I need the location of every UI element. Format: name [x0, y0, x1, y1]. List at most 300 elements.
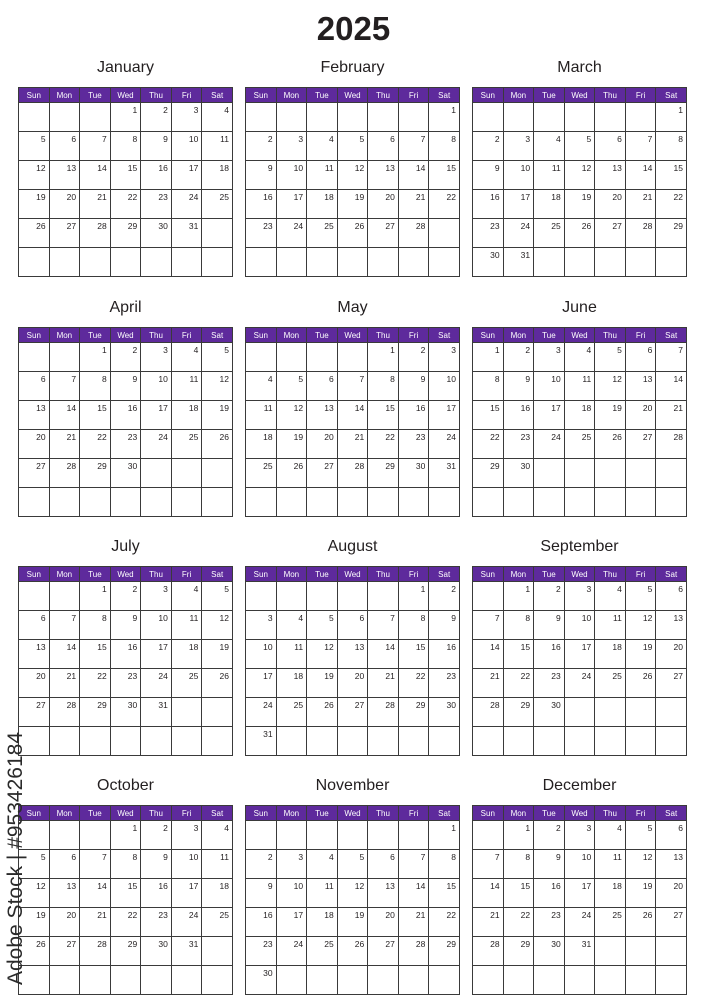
day-cell: 7	[625, 132, 656, 161]
weekday-header: Sat	[656, 328, 687, 343]
day-cell: 11	[307, 161, 338, 190]
day-cell: 30	[503, 459, 534, 488]
day-cell	[368, 821, 399, 850]
day-cell: 17	[564, 879, 595, 908]
month-table	[472, 566, 687, 756]
day-cell: 21	[473, 908, 504, 937]
day-cell: 23	[503, 430, 534, 459]
weekday-header: Wed	[337, 806, 368, 821]
day-cell	[307, 727, 338, 756]
week-row	[473, 248, 687, 277]
day-cell: 31	[246, 727, 277, 756]
day-cell: 12	[337, 161, 368, 190]
day-cell: 4	[246, 372, 277, 401]
day-cell: 11	[246, 401, 277, 430]
day-cell: 12	[19, 161, 50, 190]
day-cell	[398, 727, 429, 756]
day-cell	[625, 459, 656, 488]
day-cell: 9	[110, 372, 141, 401]
day-cell: 17	[141, 640, 172, 669]
weekday-header: Thu	[141, 88, 172, 103]
day-cell: 28	[398, 937, 429, 966]
day-cell: 9	[534, 611, 565, 640]
day-cell: 29	[656, 219, 687, 248]
week-row	[246, 582, 460, 611]
day-cell: 25	[171, 669, 202, 698]
day-cell: 3	[429, 343, 460, 372]
day-cell: 31	[503, 248, 534, 277]
day-cell: 15	[398, 640, 429, 669]
week-row	[246, 611, 460, 640]
day-cell	[80, 488, 111, 517]
day-cell	[429, 727, 460, 756]
day-cell: 23	[141, 190, 172, 219]
weekday-header: Mon	[503, 328, 534, 343]
day-cell: 27	[307, 459, 338, 488]
weekday-header: Tue	[80, 88, 111, 103]
day-cell: 5	[337, 850, 368, 879]
day-cell: 2	[534, 821, 565, 850]
day-cell: 31	[171, 219, 202, 248]
day-cell: 15	[368, 401, 399, 430]
week-row	[246, 640, 460, 669]
day-cell: 6	[656, 821, 687, 850]
day-cell: 19	[337, 908, 368, 937]
day-cell: 11	[202, 850, 233, 879]
day-cell: 14	[337, 401, 368, 430]
week-row	[473, 372, 687, 401]
weekday-header: Sun	[473, 806, 504, 821]
day-cell: 9	[141, 132, 172, 161]
day-cell: 18	[307, 190, 338, 219]
day-cell	[110, 488, 141, 517]
day-cell	[171, 727, 202, 756]
day-cell: 24	[276, 219, 307, 248]
day-cell: 1	[110, 103, 141, 132]
day-cell: 8	[110, 850, 141, 879]
day-cell: 5	[625, 582, 656, 611]
day-cell	[19, 248, 50, 277]
weekday-header: Fri	[171, 328, 202, 343]
day-cell: 1	[398, 582, 429, 611]
week-row	[19, 488, 233, 517]
day-cell	[19, 103, 50, 132]
week-row	[19, 821, 233, 850]
weekday-header: Thu	[368, 567, 399, 582]
week-row	[246, 879, 460, 908]
day-cell	[307, 821, 338, 850]
day-cell: 15	[503, 879, 534, 908]
weekday-header: Thu	[141, 567, 172, 582]
day-cell: 11	[276, 640, 307, 669]
day-cell: 7	[49, 372, 80, 401]
day-cell: 16	[141, 879, 172, 908]
day-cell	[398, 488, 429, 517]
day-cell: 16	[110, 640, 141, 669]
day-cell: 4	[564, 343, 595, 372]
day-cell: 22	[429, 190, 460, 219]
day-cell: 29	[503, 937, 534, 966]
day-cell	[625, 727, 656, 756]
day-cell	[307, 343, 338, 372]
day-cell	[368, 248, 399, 277]
month-title: July	[111, 538, 140, 555]
day-cell: 31	[171, 937, 202, 966]
day-cell	[473, 488, 504, 517]
watermark: Adobe Stock | #953426184	[4, 732, 27, 985]
day-cell: 2	[429, 582, 460, 611]
day-cell: 21	[49, 669, 80, 698]
day-cell	[141, 459, 172, 488]
day-cell	[534, 248, 565, 277]
weekday-header: Thu	[595, 88, 626, 103]
day-cell: 23	[398, 430, 429, 459]
day-cell	[656, 937, 687, 966]
day-cell: 27	[656, 908, 687, 937]
day-cell: 29	[398, 698, 429, 727]
day-cell	[337, 727, 368, 756]
day-cell: 2	[398, 343, 429, 372]
weekday-header: Fri	[625, 806, 656, 821]
week-row	[19, 937, 233, 966]
day-cell: 3	[564, 582, 595, 611]
day-cell	[202, 698, 233, 727]
day-cell: 26	[625, 908, 656, 937]
day-cell	[276, 488, 307, 517]
week-row	[473, 430, 687, 459]
week-row	[246, 103, 460, 132]
weekday-header: Thu	[595, 328, 626, 343]
day-cell: 26	[19, 937, 50, 966]
weekday-header: Fri	[398, 567, 429, 582]
weekday-header: Sat	[202, 88, 233, 103]
day-cell: 24	[246, 698, 277, 727]
day-cell: 23	[246, 937, 277, 966]
day-cell	[503, 103, 534, 132]
day-cell: 12	[202, 372, 233, 401]
day-cell: 14	[49, 401, 80, 430]
week-row	[473, 219, 687, 248]
weekday-header: Sat	[429, 88, 460, 103]
weekday-header: Sat	[656, 806, 687, 821]
day-cell: 2	[473, 132, 504, 161]
day-cell: 4	[534, 132, 565, 161]
day-cell: 17	[503, 190, 534, 219]
day-cell	[625, 103, 656, 132]
day-cell: 8	[429, 850, 460, 879]
day-cell: 2	[503, 343, 534, 372]
week-row	[246, 669, 460, 698]
month-may	[245, 298, 460, 517]
week-row	[473, 161, 687, 190]
day-cell: 30	[246, 966, 277, 995]
day-cell	[473, 966, 504, 995]
day-cell: 12	[595, 372, 626, 401]
day-cell	[534, 727, 565, 756]
day-cell: 15	[429, 161, 460, 190]
day-cell: 29	[368, 459, 399, 488]
day-cell: 8	[398, 611, 429, 640]
month-table	[18, 566, 233, 756]
day-cell	[368, 103, 399, 132]
month-table	[472, 87, 687, 277]
day-cell: 23	[534, 908, 565, 937]
month-table	[245, 87, 460, 277]
day-cell: 21	[80, 190, 111, 219]
day-cell: 27	[368, 937, 399, 966]
weekday-header: Tue	[80, 567, 111, 582]
day-cell: 25	[307, 219, 338, 248]
day-cell	[276, 821, 307, 850]
day-cell: 20	[656, 640, 687, 669]
day-cell: 24	[564, 669, 595, 698]
day-cell	[473, 727, 504, 756]
day-cell: 20	[337, 669, 368, 698]
week-row	[473, 401, 687, 430]
day-cell: 2	[246, 850, 277, 879]
day-cell: 28	[80, 219, 111, 248]
day-cell: 21	[473, 669, 504, 698]
day-cell: 31	[564, 937, 595, 966]
day-cell	[307, 966, 338, 995]
day-cell: 26	[19, 219, 50, 248]
day-cell	[564, 459, 595, 488]
day-cell: 30	[110, 459, 141, 488]
weekday-header: Fri	[398, 806, 429, 821]
day-cell: 9	[110, 611, 141, 640]
day-cell: 2	[110, 343, 141, 372]
day-cell: 17	[171, 161, 202, 190]
day-cell: 1	[368, 343, 399, 372]
day-cell: 5	[276, 372, 307, 401]
weekday-header: Thu	[368, 806, 399, 821]
day-cell: 4	[171, 343, 202, 372]
day-cell: 14	[473, 640, 504, 669]
day-cell: 30	[141, 219, 172, 248]
day-cell	[337, 248, 368, 277]
weekday-header: Wed	[110, 328, 141, 343]
day-cell: 24	[276, 937, 307, 966]
day-cell: 6	[337, 611, 368, 640]
day-cell	[49, 248, 80, 277]
day-cell: 18	[202, 879, 233, 908]
day-cell	[276, 248, 307, 277]
day-cell: 17	[534, 401, 565, 430]
month-table	[472, 805, 687, 995]
day-cell: 2	[141, 103, 172, 132]
week-row	[473, 669, 687, 698]
day-cell: 15	[110, 879, 141, 908]
week-row	[19, 219, 233, 248]
weekday-header: Wed	[337, 328, 368, 343]
day-cell	[19, 343, 50, 372]
day-cell	[656, 488, 687, 517]
day-cell: 19	[625, 640, 656, 669]
day-cell	[110, 248, 141, 277]
day-cell	[564, 698, 595, 727]
month-february	[245, 58, 460, 277]
day-cell: 25	[276, 698, 307, 727]
day-cell: 12	[202, 611, 233, 640]
day-cell: 8	[429, 132, 460, 161]
day-cell	[564, 488, 595, 517]
day-cell: 10	[429, 372, 460, 401]
day-cell	[246, 821, 277, 850]
day-cell: 20	[49, 908, 80, 937]
week-row	[19, 248, 233, 277]
day-cell: 26	[337, 937, 368, 966]
day-cell	[171, 248, 202, 277]
weekday-header: Mon	[49, 567, 80, 582]
week-row	[19, 966, 233, 995]
day-cell	[564, 727, 595, 756]
day-cell: 22	[110, 190, 141, 219]
weekday-header: Fri	[171, 88, 202, 103]
day-cell: 24	[534, 430, 565, 459]
month-title: December	[542, 777, 617, 794]
weekday-header: Fri	[171, 806, 202, 821]
day-cell: 1	[429, 103, 460, 132]
month-title: August	[327, 538, 378, 555]
week-row	[473, 582, 687, 611]
day-cell: 24	[171, 908, 202, 937]
day-cell	[202, 937, 233, 966]
month-december	[472, 776, 687, 995]
weekday-header: Sat	[202, 328, 233, 343]
weekday-header: Mon	[49, 328, 80, 343]
day-cell: 15	[80, 640, 111, 669]
day-cell	[202, 727, 233, 756]
day-cell	[473, 821, 504, 850]
week-row	[246, 372, 460, 401]
week-row	[19, 640, 233, 669]
day-cell: 22	[503, 669, 534, 698]
day-cell: 26	[202, 669, 233, 698]
day-cell: 8	[473, 372, 504, 401]
day-cell: 27	[656, 669, 687, 698]
day-cell: 22	[368, 430, 399, 459]
day-cell	[534, 103, 565, 132]
day-cell: 21	[656, 401, 687, 430]
weekday-header: Fri	[625, 567, 656, 582]
weekday-header: Sat	[656, 88, 687, 103]
day-cell	[307, 103, 338, 132]
day-cell	[564, 966, 595, 995]
day-cell: 1	[110, 821, 141, 850]
day-cell	[656, 248, 687, 277]
day-cell	[202, 248, 233, 277]
day-cell	[534, 488, 565, 517]
day-cell	[307, 248, 338, 277]
week-row	[246, 908, 460, 937]
day-cell: 5	[202, 343, 233, 372]
day-cell	[110, 727, 141, 756]
week-row	[246, 219, 460, 248]
day-cell: 18	[595, 879, 626, 908]
day-cell	[246, 103, 277, 132]
day-cell: 3	[564, 821, 595, 850]
day-cell: 28	[337, 459, 368, 488]
day-cell: 19	[202, 640, 233, 669]
day-cell: 7	[473, 611, 504, 640]
day-cell	[276, 582, 307, 611]
day-cell	[171, 966, 202, 995]
day-cell: 7	[337, 372, 368, 401]
day-cell: 27	[49, 937, 80, 966]
month-march	[472, 58, 687, 277]
day-cell: 5	[307, 611, 338, 640]
day-cell: 23	[141, 908, 172, 937]
weekday-header: Mon	[49, 88, 80, 103]
week-row	[19, 103, 233, 132]
day-cell: 7	[80, 132, 111, 161]
day-cell: 20	[19, 669, 50, 698]
day-cell: 7	[49, 611, 80, 640]
day-cell: 10	[503, 161, 534, 190]
day-cell: 22	[80, 430, 111, 459]
day-cell	[595, 459, 626, 488]
day-cell: 7	[398, 850, 429, 879]
week-row	[473, 879, 687, 908]
day-cell	[595, 103, 626, 132]
weekday-header: Mon	[276, 328, 307, 343]
day-cell: 22	[398, 669, 429, 698]
day-cell: 22	[473, 430, 504, 459]
day-cell: 22	[429, 908, 460, 937]
month-title: October	[97, 777, 154, 794]
weekday-header: Sat	[429, 806, 460, 821]
day-cell	[429, 966, 460, 995]
day-cell: 7	[656, 343, 687, 372]
day-cell	[80, 103, 111, 132]
weekday-header: Sat	[429, 567, 460, 582]
day-cell: 14	[656, 372, 687, 401]
weekday-header: Sun	[246, 806, 277, 821]
day-cell	[276, 966, 307, 995]
day-cell: 26	[564, 219, 595, 248]
weekday-header: Mon	[276, 806, 307, 821]
day-cell: 12	[337, 879, 368, 908]
day-cell: 16	[503, 401, 534, 430]
day-cell: 6	[307, 372, 338, 401]
day-cell: 6	[595, 132, 626, 161]
day-cell: 16	[398, 401, 429, 430]
day-cell: 5	[337, 132, 368, 161]
day-cell: 30	[473, 248, 504, 277]
weekday-header: Sun	[473, 328, 504, 343]
day-cell: 11	[534, 161, 565, 190]
day-cell: 18	[595, 640, 626, 669]
weekday-header: Wed	[564, 806, 595, 821]
day-cell: 18	[534, 190, 565, 219]
day-cell	[246, 248, 277, 277]
day-cell: 22	[503, 908, 534, 937]
weekday-header: Fri	[171, 567, 202, 582]
day-cell: 24	[564, 908, 595, 937]
day-cell: 21	[337, 430, 368, 459]
day-cell: 8	[656, 132, 687, 161]
day-cell	[625, 698, 656, 727]
week-row	[473, 821, 687, 850]
week-row	[473, 611, 687, 640]
day-cell	[595, 488, 626, 517]
day-cell: 31	[429, 459, 460, 488]
day-cell: 13	[337, 640, 368, 669]
week-row	[246, 937, 460, 966]
day-cell	[110, 966, 141, 995]
day-cell: 10	[564, 611, 595, 640]
week-row	[19, 698, 233, 727]
